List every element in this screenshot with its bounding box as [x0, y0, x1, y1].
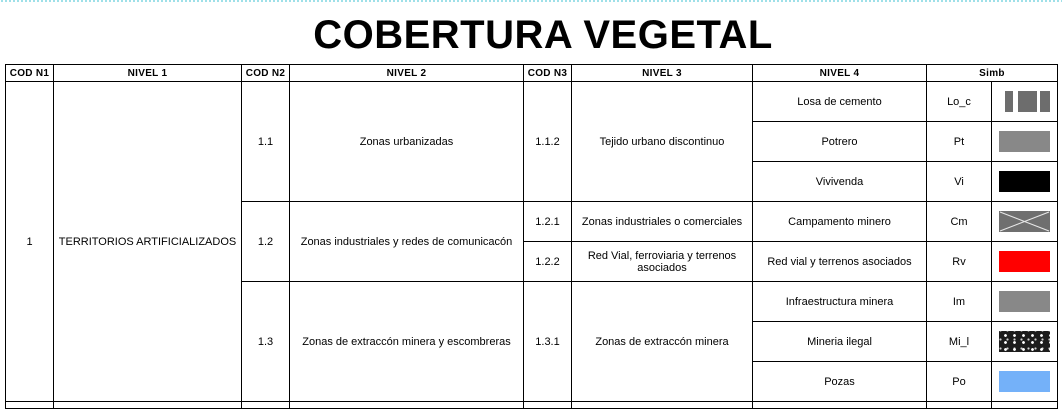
- header-cod-n1: COD N1: [6, 65, 54, 82]
- top-dotted-border: [0, 0, 1062, 2]
- level4-symbol: Rv: [927, 242, 992, 282]
- table-row: [6, 82, 1058, 122]
- level4-name: Vivivenda: [753, 162, 927, 202]
- empty-cell: [753, 402, 927, 409]
- table-row-partial: [6, 402, 1058, 409]
- level4-symbol: Pt: [927, 122, 992, 162]
- empty-cell: [524, 402, 572, 409]
- level2-name: Zonas de extraccón minera y escombreras: [290, 282, 524, 402]
- empty-cell: [54, 402, 242, 409]
- ponds-swatch-icon: [999, 371, 1050, 392]
- header-cod-n3: COD N3: [524, 65, 572, 82]
- level4-name: Pozas: [753, 362, 927, 402]
- level3-name: Red Vial, ferroviaria y terrenos asociados: [572, 242, 753, 282]
- level4-name: Potrero: [753, 122, 927, 162]
- symbol-swatch-cell: [992, 362, 1058, 402]
- level4-symbol: Vi: [927, 162, 992, 202]
- level3-name: Zonas de extraccón minera: [572, 282, 753, 402]
- level2-name: Zonas industriales y redes de comunicacón: [290, 202, 524, 282]
- symbol-swatch-cell: [992, 122, 1058, 162]
- empty-cell: [242, 402, 290, 409]
- level4-symbol: Mi_l: [927, 322, 992, 362]
- level2-code: 1.3: [242, 282, 290, 402]
- level3-code: 1.2.1: [524, 202, 572, 242]
- header-cod-n2: COD N2: [242, 65, 290, 82]
- header-simb: Simb: [927, 65, 1058, 82]
- header-nivel4: NIVEL 4: [753, 65, 927, 82]
- level4-symbol: Lo_c: [927, 82, 992, 122]
- page-title: COBERTURA VEGETAL: [313, 13, 773, 57]
- mining-infrastructure-swatch-icon: [999, 291, 1050, 312]
- level3-name: Zonas industriales o comerciales: [572, 202, 753, 242]
- level3-name: Tejido urbano discontinuo: [572, 82, 753, 202]
- housing-swatch-icon: [999, 171, 1050, 192]
- level3-code: 1.2.2: [524, 242, 572, 282]
- level3-code: 1.3.1: [524, 282, 572, 402]
- header-nivel2: NIVEL 2: [290, 65, 524, 82]
- level2-code: 1.2: [242, 202, 290, 282]
- symbol-swatch-cell: [992, 282, 1058, 322]
- empty-cell: [290, 402, 524, 409]
- level4-symbol: Cm: [927, 202, 992, 242]
- symbol-swatch-cell: [992, 322, 1058, 362]
- road-swatch-icon: [999, 251, 1050, 272]
- symbol-swatch-cell: [992, 242, 1058, 282]
- level1-code: 1: [6, 82, 54, 402]
- symbol-swatch-cell: [992, 162, 1058, 202]
- empty-cell: [927, 402, 992, 409]
- level4-name: Mineria ilegal: [753, 322, 927, 362]
- header-row: [6, 65, 1058, 82]
- level3-code: 1.1.2: [524, 82, 572, 202]
- empty-cell: [992, 402, 1058, 409]
- empty-cell: [572, 402, 753, 409]
- header-nivel3: NIVEL 3: [572, 65, 753, 82]
- coverage-table: [5, 64, 1058, 409]
- level4-name: Campamento minero: [753, 202, 927, 242]
- illegal-mining-swatch-icon: [999, 331, 1050, 352]
- level2-code: 1.1: [242, 82, 290, 202]
- header-nivel1: NIVEL 1: [54, 65, 242, 82]
- level4-name: Infraestructura minera: [753, 282, 927, 322]
- level2-name: Zonas urbanizadas: [290, 82, 524, 202]
- level4-symbol: Po: [927, 362, 992, 402]
- level4-symbol: Im: [927, 282, 992, 322]
- symbol-swatch-cell: [992, 202, 1058, 242]
- cement-slab-swatch-icon: [999, 91, 1050, 112]
- level4-name: Losa de cemento: [753, 82, 927, 122]
- level4-name: Red vial y terrenos asociados: [753, 242, 927, 282]
- symbol-swatch-cell: [992, 82, 1058, 122]
- level1-name: TERRITORIOS ARTIFICIALIZADOS: [54, 82, 242, 402]
- empty-cell: [6, 402, 54, 409]
- pasture-swatch-icon: [999, 131, 1050, 152]
- mining-camp-swatch-icon: [999, 211, 1050, 232]
